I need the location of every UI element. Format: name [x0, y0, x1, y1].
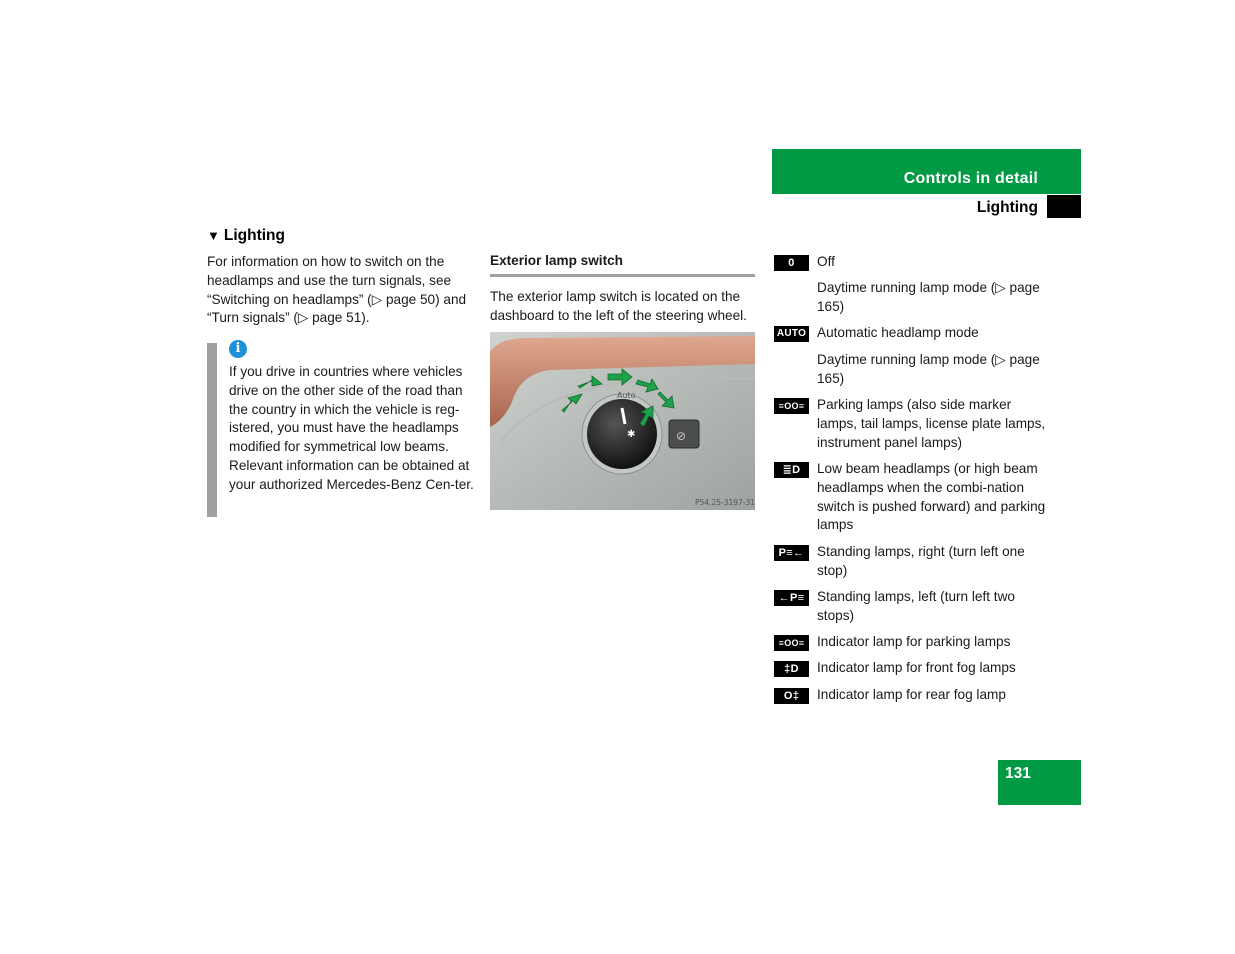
exterior-lamp-switch-heading: Exterior lamp switch: [490, 253, 755, 277]
legend-text: Indicator lamp for front fog lamps: [817, 660, 1016, 675]
front-fog-icon: ‡D: [774, 661, 809, 677]
parking-indicator-icon: ≡OO≡: [774, 635, 809, 651]
legend-text: Indicator lamp for rear fog lamp: [817, 687, 1006, 702]
switch-label-auto: Auto: [617, 391, 636, 400]
figure-code: P54.25-3197-31: [695, 498, 755, 507]
triangle-icon: ▼: [207, 228, 220, 243]
section-heading-text: Lighting: [223, 227, 285, 244]
legend-text: Automatic headlamp mode: [817, 325, 979, 340]
parking-lamp-icon: ≡OO≡: [774, 398, 809, 414]
legend-text: Standing lamps, left (turn left two stops): [817, 589, 1015, 623]
section-title: Controls in detail: [903, 170, 1038, 187]
intro-paragraph: For information on how to switch on the headlamps and use the turn signals, see “Switching on headlamps” (▷ page 50) and “Turn signals” (▷ page 51).: [207, 254, 467, 326]
legend-text: Off: [817, 254, 835, 269]
legend-text: Standing lamps, right (turn left one stop): [817, 544, 1025, 578]
section-band: [772, 149, 1081, 194]
legend-text: Parking lamps (also side marker lamps, tail lamps, license plate lamps, instrument panel lamps): [817, 397, 1046, 450]
off-symbol-icon: 0: [774, 255, 809, 271]
legend-text: Daytime running lamp mode (▷ page 165): [817, 280, 1040, 314]
exterior-lamp-switch-text: The exterior lamp switch is located on the dashboard to the left of the steering wheel.: [490, 289, 747, 323]
rear-fog-icon: O‡: [774, 688, 809, 704]
page-number: 131: [1005, 765, 1031, 782]
standing-lamp-right-icon: P≡←: [774, 545, 809, 561]
legend-text: Low beam headlamps (or high beam headlamps when the combi-nation switch is pushed forward) and parking lamps: [817, 461, 1046, 533]
lamp-switch-figure: [490, 332, 755, 510]
standing-lamp-left-icon: ←P≡: [774, 590, 809, 606]
subsection-marker: [1047, 195, 1081, 218]
low-beam-icon: ≣D: [774, 462, 809, 478]
subsection-title: Lighting: [976, 199, 1038, 216]
note-text: If you drive in countries where vehicles drive on the other side of the road than the country in which the vehicle is reg-istered, you must have the headlamps modified for symmetrical low beams. Relevant information can be obtained at your authorized Mercedes-Benz Cen-ter.: [229, 364, 474, 492]
legend-text: Daytime running lamp mode (▷ page 165): [817, 352, 1040, 386]
auxiliary-button-symbol: ⊘: [676, 429, 687, 443]
section-heading: [207, 227, 285, 245]
auto-symbol-icon: AUTO: [774, 326, 809, 342]
page-number-box: [998, 760, 1081, 805]
legend-text: Indicator lamp for parking lamps: [817, 634, 1011, 649]
knob-symbol: ✱: [627, 429, 636, 440]
note-bar: [207, 343, 217, 517]
info-icon: i: [229, 340, 247, 358]
